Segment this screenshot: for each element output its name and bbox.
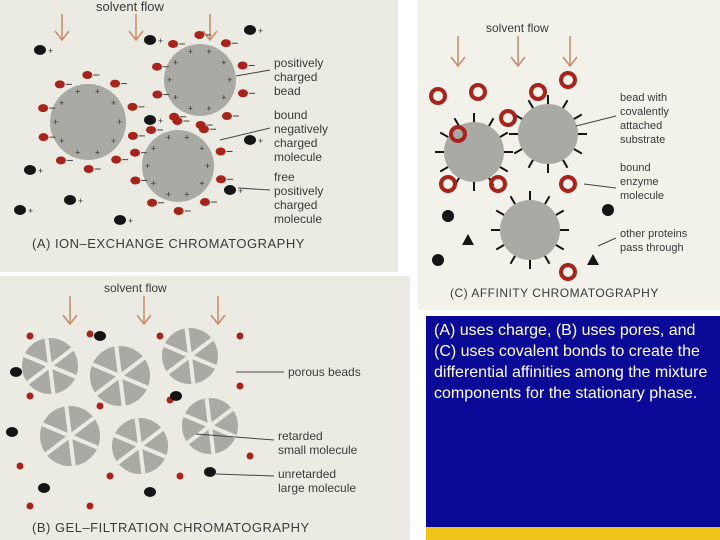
bound-molecule [174, 207, 184, 215]
solvent-flow-label: solvent flow [486, 21, 549, 35]
bound-molecule [238, 89, 248, 97]
plus-sign: + [145, 161, 151, 171]
attached-substrate [455, 118, 460, 126]
plus-sign: + [94, 147, 101, 158]
bead-substrate-line-3: attached [620, 120, 663, 132]
bound-molecule [152, 63, 162, 71]
other-proteins-line-2: pass through [620, 242, 684, 254]
bead-substrate-line-1: bead with [620, 92, 668, 104]
positively-charged-bead [142, 130, 214, 202]
attached-substrate [500, 167, 508, 172]
small-molecule [27, 333, 34, 340]
plus-sign: + [110, 98, 117, 109]
small-molecule [97, 403, 104, 410]
small-molecule [237, 333, 244, 340]
large-molecule [170, 391, 182, 401]
free-molecule [64, 195, 76, 205]
large-molecule [10, 367, 22, 377]
bound-molecule [216, 175, 226, 183]
plus-sign: + [59, 98, 65, 109]
plus-sign: + [128, 216, 134, 226]
attached-substrate [511, 256, 516, 264]
ion-exchange-panel [0, 0, 398, 272]
plus-sign: + [206, 46, 212, 57]
plus-sign: + [172, 57, 178, 68]
attached-substrate [500, 133, 508, 138]
ion-exchange-caption: (A) ION–EXCHANGE CHROMATOGRAPHY [32, 236, 305, 251]
small-molecule [87, 331, 94, 338]
attached-substrate [545, 196, 550, 204]
bound-molecule [172, 117, 182, 125]
bound-molecule [200, 198, 210, 206]
small-molecule [27, 503, 34, 510]
plus-sign: + [184, 189, 190, 200]
attached-substrate [556, 211, 564, 216]
other-protein [432, 254, 444, 266]
small-molecule [107, 473, 114, 480]
large-molecule [204, 467, 216, 477]
affinity-diagram [418, 0, 720, 310]
plus-sign: + [187, 46, 193, 57]
affinity-bead [500, 200, 560, 260]
bound-molecule [152, 91, 162, 99]
bead-substrate-line-2: covalently [620, 106, 669, 118]
attached-substrate [563, 100, 568, 108]
plus-sign: + [258, 136, 264, 146]
attached-substrate [529, 100, 534, 108]
attached-substrate [529, 160, 534, 168]
small-molecule [27, 393, 34, 400]
retarded-line-2: small molecule [278, 443, 358, 457]
plus-sign: + [150, 143, 156, 154]
plus-sign: + [53, 117, 59, 127]
plus-sign: + [28, 206, 34, 216]
free-molecule [144, 115, 156, 125]
bound-molecule [55, 80, 65, 88]
large-molecule [94, 331, 106, 341]
plus-sign: + [38, 166, 44, 176]
free-molecule-line-3: charged [274, 198, 318, 212]
bound-molecule [128, 132, 138, 140]
enzyme-molecule [561, 73, 575, 87]
other-protein [442, 210, 454, 222]
bound-molecule [199, 125, 209, 133]
positively-charged-bead [50, 84, 126, 160]
enzyme-molecule [471, 85, 485, 99]
positively-charged-bead-line-3: bead [274, 84, 301, 98]
leader-line [216, 474, 274, 476]
bound-molecule [38, 104, 48, 112]
affinity-panel [418, 0, 720, 310]
free-molecule [34, 45, 46, 55]
unretarded-line-2: large molecule [278, 481, 357, 495]
plus-sign: + [59, 135, 65, 146]
plus-sign: + [165, 132, 171, 143]
bound-molecule [56, 156, 66, 164]
bound-molecule [110, 80, 120, 88]
plus-sign: + [258, 26, 264, 36]
attached-substrate [574, 149, 582, 154]
bound-molecule [127, 103, 137, 111]
affinity-bead [518, 104, 578, 164]
ion-exchange-diagram [0, 0, 398, 272]
enzyme-molecule [431, 89, 445, 103]
other-protein [602, 204, 614, 216]
free-molecule-line-4: molecule [274, 212, 323, 226]
attached-substrate [556, 245, 564, 250]
gel-filtration-diagram [0, 276, 410, 540]
free-molecule [244, 135, 256, 145]
other-protein [587, 254, 599, 265]
positively-charged-bead [164, 44, 236, 116]
retarded-line-1: retarded [278, 429, 323, 443]
attached-substrate [440, 167, 448, 172]
plus-sign: + [187, 103, 193, 114]
plus-sign: + [227, 75, 233, 85]
unretarded-line-1: unretarded [278, 467, 337, 481]
plus-sign: + [165, 189, 171, 200]
enzyme-molecule [501, 111, 515, 125]
attached-substrate [489, 118, 494, 126]
enzyme-molecule [561, 177, 575, 191]
plus-sign: + [221, 57, 227, 68]
gel-filtration-caption: (B) GEL–FILTRATION CHROMATOGRAPHY [32, 520, 310, 535]
free-molecule [244, 25, 256, 35]
small-molecule [17, 463, 24, 470]
attached-substrate [563, 160, 568, 168]
bound-molecule-line-1: bound [274, 108, 308, 122]
small-molecule [87, 503, 94, 510]
other-proteins-line-1: other proteins [620, 228, 688, 240]
leader-line [576, 116, 616, 126]
enzyme-molecule [531, 85, 545, 99]
bound-molecule [111, 156, 121, 164]
plus-sign: + [110, 135, 117, 146]
plus-sign: + [158, 36, 164, 46]
solvent-flow-label: solvent flow [104, 281, 167, 295]
plus-sign: + [172, 92, 178, 103]
leader-line [584, 184, 616, 188]
attached-substrate [511, 196, 516, 204]
plus-sign: + [94, 86, 101, 97]
bound-molecule [130, 149, 140, 157]
free-molecule [14, 205, 26, 215]
bound-molecule [130, 177, 140, 185]
bead-substrate-line-4: substrate [620, 134, 666, 146]
free-molecule [144, 35, 156, 45]
bound-molecule-line-2: negatively [274, 122, 329, 136]
free-molecule [224, 185, 236, 195]
bound-molecule [39, 133, 49, 141]
bound-molecule-line-3: charged [274, 136, 318, 150]
leader-line [598, 238, 616, 246]
bound-molecule [238, 61, 248, 69]
accent-strip [426, 527, 720, 540]
plus-sign: + [206, 103, 212, 114]
free-molecule [24, 165, 36, 175]
plus-sign: + [167, 75, 173, 85]
enzyme-molecule [561, 265, 575, 279]
positively-charged-bead-line-2: charged [274, 70, 318, 84]
plus-sign: + [221, 92, 227, 103]
enzyme-molecule [441, 177, 455, 191]
bound-enzyme-line-2: enzyme [620, 176, 659, 188]
plus-sign: + [78, 196, 84, 206]
positively-charged-bead-line-1: positively [274, 56, 324, 70]
bound-molecule-line-4: molecule [274, 150, 323, 164]
plus-sign: + [117, 117, 123, 127]
summary-box [426, 316, 720, 527]
summary-text: (A) uses charge, (B) uses pores, and (C) uses covalent bonds to create the differential affinities among the mixture components for the stationary phase. [434, 322, 708, 402]
small-molecule [247, 453, 254, 460]
porous-beads-label: porous beads [288, 365, 361, 379]
plus-sign: + [158, 116, 164, 126]
small-molecule [157, 333, 164, 340]
free-molecule-line-1: free [274, 170, 295, 184]
attached-substrate [496, 245, 504, 250]
large-molecule [144, 487, 156, 497]
small-molecule [177, 473, 184, 480]
bound-molecule [194, 31, 204, 39]
large-molecule [38, 483, 50, 493]
large-molecule [6, 427, 18, 437]
attached-substrate [440, 133, 448, 138]
free-molecule-line-2: positively [274, 184, 324, 198]
small-molecule [237, 383, 244, 390]
bound-molecule [84, 165, 94, 173]
attached-substrate [545, 256, 550, 264]
attached-substrate [496, 211, 504, 216]
plus-sign: + [199, 143, 205, 154]
bound-enzyme-line-3: molecule [620, 190, 665, 202]
affinity-caption: (C) AFFINITY CHROMATOGRAPHY [450, 286, 659, 300]
plus-sign: + [75, 86, 81, 97]
free-molecule [114, 215, 126, 225]
plus-sign: + [205, 161, 211, 171]
attached-substrate [514, 149, 522, 154]
bound-molecule [146, 126, 156, 134]
plus-sign: + [184, 132, 190, 143]
bound-molecule [147, 199, 157, 207]
plus-sign: + [238, 186, 244, 196]
leader-line [236, 70, 270, 76]
bound-molecule [221, 39, 231, 47]
solvent-flow-label: solvent flow [96, 0, 164, 14]
gel-filtration-panel [0, 276, 410, 540]
plus-sign: + [150, 178, 156, 189]
bound-molecule [168, 40, 178, 48]
attached-substrate [574, 115, 582, 120]
plus-sign: + [48, 46, 54, 56]
plus-sign: + [75, 147, 81, 158]
bound-molecule [222, 112, 232, 120]
other-protein [462, 234, 474, 245]
bound-molecule [216, 147, 226, 155]
bound-molecule [82, 71, 92, 79]
plus-sign: + [199, 178, 205, 189]
bound-enzyme-line-1: bound [620, 162, 651, 174]
